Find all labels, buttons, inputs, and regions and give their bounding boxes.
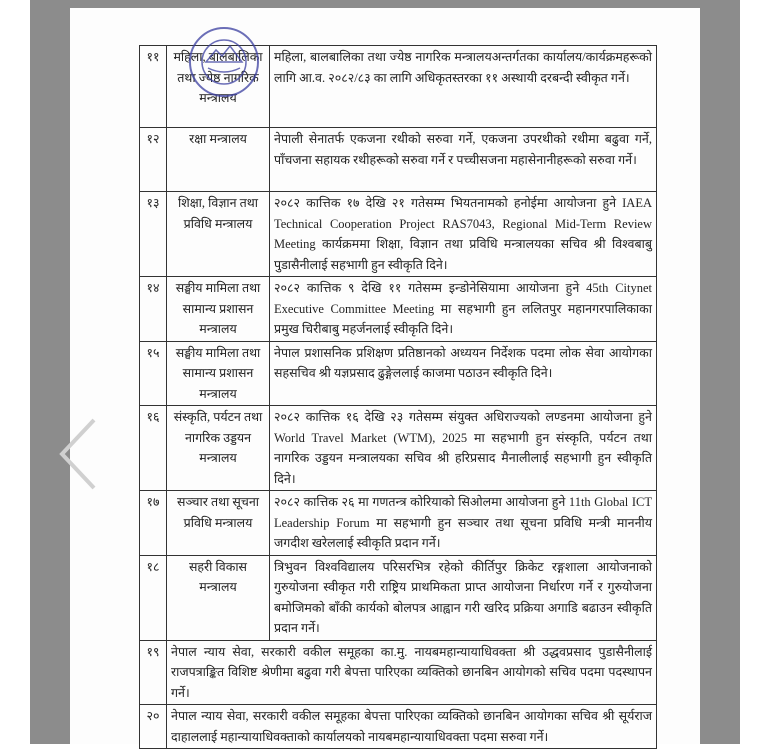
- ministry-cell: संस्कृति, पर्यटन तथा नागरिक उड्डयन मन्त्रालय: [167, 406, 270, 491]
- ministry-cell: शिक्षा, विज्ञान तथा प्रविधि मन्त्रालय: [167, 192, 270, 277]
- ministry-cell: सङ्घीय मामिला तथा सामान्य प्रशासन मन्त्रालय: [167, 341, 270, 406]
- ministry-cell: सञ्चार तथा सूचना प्रविधि मन्त्रालय: [167, 491, 270, 556]
- decision-text: नेपाल प्रशासनिक प्रशिक्षण प्रतिष्ठानको अध्ययन निर्देशक पदमा लोक सेवा आयोगका सहसचिव श्री यज्ञप्रसाद ढुङ्गेललाई काजमा पठाउन स्वीकृति दिने।: [270, 341, 657, 406]
- table-row: [140, 406, 657, 491]
- decision-text: महिला, बालबालिका तथा ज्येष्ठ नागरिक मन्त्रालयअन्तर्गतका कार्यालय/कार्यक्रमहरूको लागि आ.व. २०८२/८३ का लागि अधिकृतस्तरका ११ अस्थायी दरबन्दी स्वीकृत गर्ने।: [270, 46, 657, 128]
- table-row: [140, 277, 657, 342]
- table-row: [140, 192, 657, 277]
- previous-page-button[interactable]: [58, 418, 98, 490]
- row-number: १३: [140, 192, 167, 277]
- row-number: १२: [140, 128, 167, 192]
- decision-text: नेपाली सेनातर्फ एकजना रथीको सरुवा गर्ने, एकजना उपरथीको रथीमा बढुवा गर्ने, पाँचजना सहायक रथीहरूको सरुवा गर्ने र पच्चीसजना महासेनानीहरूको सरुवा गर्ने।: [270, 128, 657, 192]
- chevron-left-icon: [58, 418, 98, 490]
- decision-text: नेपाल न्याय सेवा, सरकारी वकील समूहका बेपत्ता पारिएका व्यक्तिको छानबिन आयोगका सचिव श्री सूर्यराज दाहाललाई महान्यायाधिवक्ताको कार्यालयको नायबमहान्यायाधिवक्ता पदमा सरुवा गर्ने।: [167, 705, 657, 749]
- ministry-cell: रक्षा मन्त्रालय: [167, 128, 270, 192]
- table-row: [140, 128, 657, 192]
- row-number: १६: [140, 406, 167, 491]
- ministry-cell: महिला, बालबालिका तथा ज्येष्ठ नागरिक मन्त्रालय: [167, 46, 270, 128]
- table-row: [140, 705, 657, 749]
- row-number: १९: [140, 640, 167, 705]
- ministry-cell: सङ्घीय मामिला तथा सामान्य प्रशासन मन्त्रालय: [167, 277, 270, 342]
- decisions-table: [139, 45, 657, 749]
- decision-text: २०८२ कात्तिक २६ मा गणतन्त्र कोरियाको सिओलमा आयोजना हुने 11th Global ICT Leadership Forum मा सहभागी हुन सञ्चार तथा सूचना प्रविधि मन्त्री माननीय जगदीश खरेललाई स्वीकृति प्रदान गर्ने।: [270, 491, 657, 556]
- row-number: १४: [140, 277, 167, 342]
- decision-text: नेपाल न्याय सेवा, सरकारी वकील समूहका का.मु. नायबमहान्यायाधिवक्ता श्री उद्धवप्रसाद पुडासैनीलाई राजपत्राङ्कित विशिष्ट श्रेणीमा बढुवा गरी बेपत्ता पारिएका व्यक्तिको छानबिन आयोगको सचिव पदमा पदस्थापन गर्ने।: [167, 640, 657, 705]
- table-row: [140, 46, 657, 128]
- decision-text: २०८२ कात्तिक १७ देखि २१ गतेसम्म भियतनामको हनोईमा आयोजना हुने IAEA Technical Cooperation Project RAS7043, Regional Mid-Term Review Meeting कार्यक्रममा शिक्षा, विज्ञान तथा प्रविधि मन्त्रालयका सचिव श्री विश्वबाबु पुडासैनीलाई सहभागी हुन स्वीकृति दिने।: [270, 192, 657, 277]
- row-number: २०: [140, 705, 167, 749]
- row-number: १७: [140, 491, 167, 556]
- decision-text: २०८२ कात्तिक ९ देखि ११ गतेसम्म इन्डोनेसियामा आयोजना हुने 45th Citynet Executive Committee Meeting मा सहभागी हुन ललितपुर महानगरपालिकाका प्रमुख चिरीबाबु महर्जनलाई स्वीकृति दिने।: [270, 277, 657, 342]
- table-row: [140, 555, 657, 640]
- decision-text: २०८२ कात्तिक १६ देखि २३ गतेसम्म संयुक्त अधिराज्यको लण्डनमा आयोजना हुने World Travel Market (WTM), 2025 मा सहभागी हुन संस्कृति, पर्यटन तथा नागरिक उड्डयन मन्त्रालयका सचिव श्री हरिप्रसाद मैनालीलाई सहभागी हुन स्वीकृति दिने।: [270, 406, 657, 491]
- ministry-cell: सहरी विकास मन्त्रालय: [167, 555, 270, 640]
- row-number: १८: [140, 555, 167, 640]
- table-row: [140, 341, 657, 406]
- decision-text: त्रिभुवन विश्वविद्यालय परिसरभित्र रहेको कीर्तिपुर क्रिकेट रङ्गशाला आयोजनाको गुरुयोजना स्वीकृत गरी राष्ट्रिय प्राथमिकता प्राप्त आयोजना निर्धारण गर्ने र गुरुयोजना बमोजिमको बाँकी कार्यको बोलपत्र आह्वान गरी खरिद प्रक्रिया अगाडि बढाउन स्वीकृति प्रदान गर्ने।: [270, 555, 657, 640]
- table-row: [140, 491, 657, 556]
- row-number: १५: [140, 341, 167, 406]
- table-row: [140, 640, 657, 705]
- row-number: ११: [140, 46, 167, 128]
